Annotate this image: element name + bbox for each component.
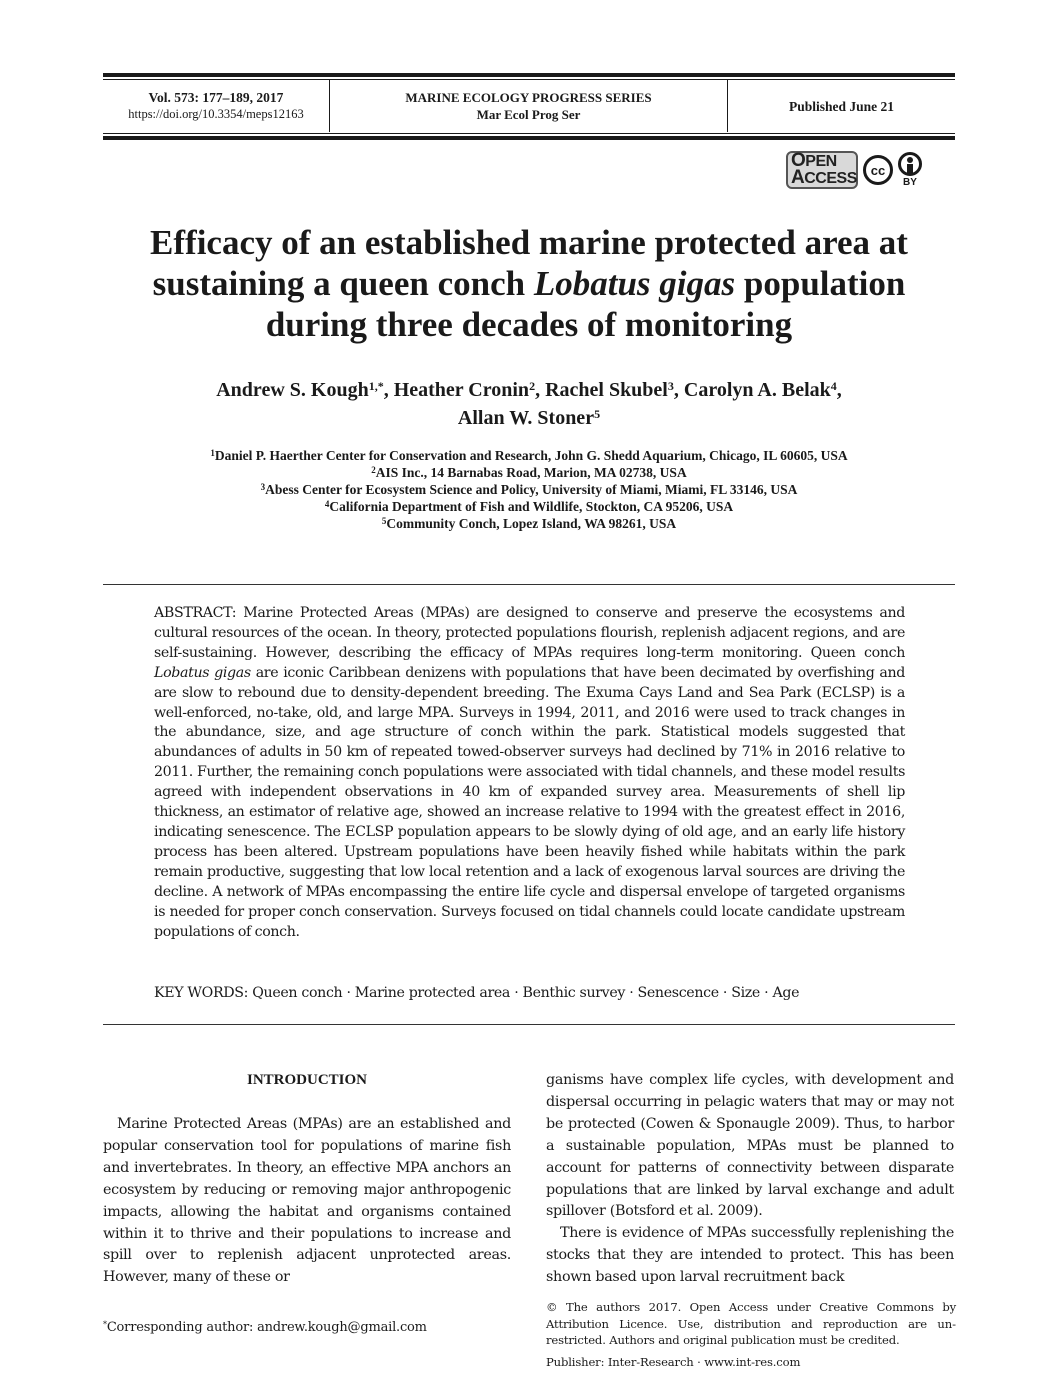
footnote-text: Corresponding author: andrew.kough@gmail.com	[106, 1320, 427, 1335]
section-heading-introduction: INTRODUCTION	[246, 1072, 367, 1088]
by-label: BY	[903, 177, 917, 188]
abstract-top-divider	[103, 584, 955, 585]
journal-cell	[330, 80, 728, 132]
abstract-text-2: are iconic Caribbean denizens with populations that have been decimated by overfishing and are slow to rebound due to density-dependent breeding. The Exuma Cays Land and Sea Park (ECLSP) is a well-enforced, no-take, old, and large MPA. Surveys in 1994, 2011, and 2016 were used to track changes in the abundance, size, and age structure of conch within the park. Statistical models suggested that abundances of adults in 50 km of repeated towed-observer surveys had declined by 71% in 2016 relative to 2011. Further, the remaining conch populations were associated with tidal channels, and these model results agreed with independent observations in 40 km of expanded survey area. Measurements of shell lip thickness, an estimator of relative age, showed an increase relative to 1994 with the greatest effect in 2016, indicating senescence. The ECLSP population appears to be slowly dying of old age, and an early life history process has been altered. Upstream populations have been heavily fished while habitats within the park remain productive, suggesting that low local retention and a lack of exogenous larval sources are driving the decline. A network of MPAs encompassing the entire life cycle and dispersal envelope of targeted organisms is needed for proper conch conservation. Surveys focused on tidal channels could locate candidate upstream populations of conch.	[154, 664, 905, 940]
author: Carolyn A. Belak$^4$,	[683, 379, 842, 401]
header-bottom-rule	[103, 136, 955, 140]
doi-link[interactable]: https://doi.org/10.3354/meps12163	[128, 107, 304, 121]
journal-abbrev: Mar Ecol Prog Ser	[476, 107, 581, 122]
affiliation: $^5$Community Conch, Lopez Island, WA 98261, USA	[381, 516, 677, 531]
creative-commons-icon	[863, 155, 893, 185]
journal-name: MARINE ECOLOGY PROGRESS SERIES	[405, 90, 652, 105]
paragraph: ganisms have complex life cycles, with development and dispersal occurring in pelagic waters that may or may not be protected (Cowen & Sponaugle 2009). Thus, to harbor a sustainable population, MPAs must be planned to account for patterns of connectivity between disparate populations that are linked by larval exchange and adult spillover (Botsford et al. 2009).	[546, 1072, 954, 1220]
affiliation: $^3$Abess Center for Ecosystem Science and Policy, University of Miami, Miami, FL 33146, USA	[260, 482, 798, 497]
footnote-marker: *	[103, 1320, 107, 1329]
body-column-left	[103, 1114, 511, 1289]
author: Allan W. Stoner$^5$	[457, 407, 601, 429]
paper-title	[103, 222, 955, 345]
published-cell	[728, 80, 955, 132]
published-date: Published June 21	[788, 98, 895, 114]
abstract-species: Lobatus gigas	[154, 664, 251, 681]
paragraph: Marine Protected Areas (MPAs) are an established and popular conservation tool for populations of marine fish and invertebrates. In theory, an effective MPA anchors an ecosystem by reducing or removing major anthropogenic impacts, allowing the habitat and organisms contained within it to thrive and their populations to increase and spill over to replenish adjacent unprotected areas. However, many of these or	[103, 1116, 511, 1286]
open-access-ccess: CCESS	[804, 170, 857, 187]
journal-header	[103, 80, 955, 132]
title-text-1: Efficacy of an established marine protected area at sustaining a queen conch	[150, 223, 908, 303]
publisher-line: Publisher: Inter-Research · www.int-res.com	[546, 1355, 801, 1369]
open-access-pen: PEN	[805, 153, 837, 170]
author: Andrew S. Kough$^{1,*}$,	[216, 379, 394, 401]
affiliation: $^1$Daniel P. Haerther Center for Conservation and Research, John G. Shedd Aquarium, Chicago, IL 60605, USA	[210, 448, 848, 463]
person-icon	[898, 152, 922, 176]
keywords: KEY WORDS: Queen conch · Marine protected area · Benthic survey · Senescence · Size · Age	[154, 985, 800, 1001]
corresponding-author-footnote	[103, 1320, 427, 1335]
affiliation-list	[103, 447, 955, 532]
open-access-o: O	[791, 150, 806, 171]
author-list	[103, 376, 955, 432]
abstract-bottom-divider	[103, 1024, 955, 1025]
license-badges	[786, 151, 922, 189]
title-species: Lobatus gigas	[533, 264, 736, 303]
license-notice: © The authors 2017. Open Access under Creative Commons by Attribution Licence. Use, distribution and reproduction are unrestricted. Authors and original publication must be credited.	[546, 1300, 956, 1347]
attribution-icon	[898, 152, 922, 188]
volume-cell	[103, 80, 330, 132]
volume-info: Vol. 573: 177–189, 2017	[148, 90, 284, 105]
cc-label: cc	[870, 162, 886, 178]
abstract	[154, 604, 905, 942]
open-access-a: A	[791, 167, 805, 188]
author: Rachel Skubel$^3$,	[545, 379, 684, 401]
header-bottom-thin-rule	[103, 133, 955, 134]
abstract-text-1: ABSTRACT: Marine Protected Areas (MPAs) are designed to conserve and preserve the ecosystems and cultural resources of the ocean. In theory, protected populations flourish, replenish adjacent regions, and are self-sustaining. However, describing the efficacy of MPAs requires long-term monitoring. Queen conch	[154, 605, 905, 661]
open-access-logo	[786, 151, 858, 189]
affiliation: $^4$California Department of Fish and Wildlife, Stockton, CA 95206, USA	[324, 499, 734, 514]
affiliation: $^2$AIS Inc., 14 Barnabas Road, Marion, MA 02738, USA	[371, 465, 687, 480]
author: Heather Cronin$^2$,	[393, 379, 546, 401]
title-text-2: population during three decades of monitoring	[265, 264, 906, 344]
header-top-rule	[103, 73, 955, 77]
body-column-right	[546, 1070, 954, 1289]
paragraph: There is evidence of MPAs successfully replenishing the stocks that they are intended to protect. This has been shown based upon larval recruitment back	[546, 1225, 954, 1286]
